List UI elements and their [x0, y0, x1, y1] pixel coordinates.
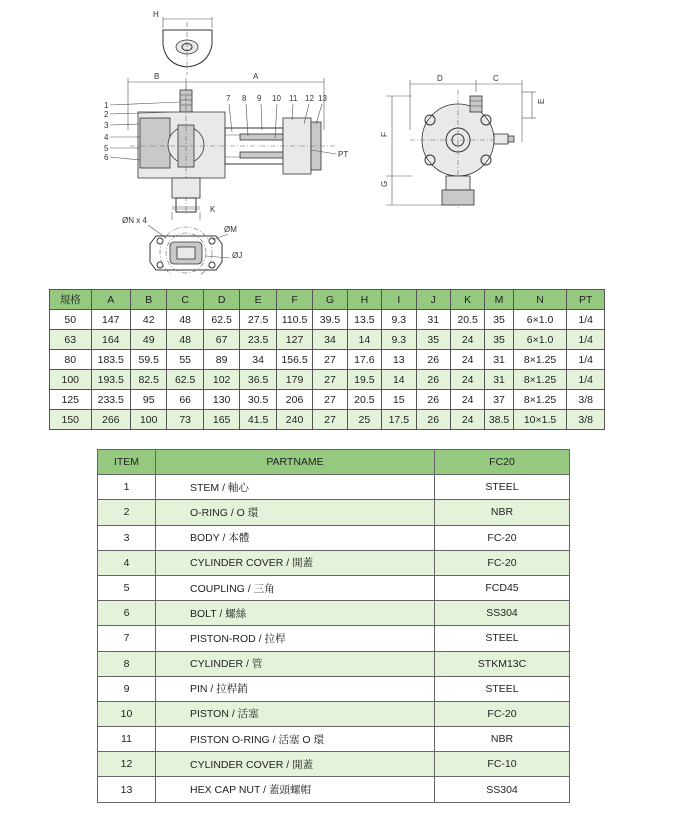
dimension-cell: 3/8: [567, 410, 605, 430]
dimension-cell: 156.5: [276, 350, 312, 370]
dimension-cell: 100: [131, 410, 167, 430]
partname-cell: O-RING / O 環: [156, 500, 435, 525]
dimension-table-body: [50, 310, 605, 430]
dim-D-label: D: [437, 74, 443, 83]
dimension-cell: 24: [450, 410, 484, 430]
dim-C-label: C: [493, 74, 499, 83]
dimension-cell: 67: [203, 330, 239, 350]
dim-B-label: B: [154, 72, 160, 81]
item-number-cell: 7: [98, 626, 156, 651]
dimension-cell: 55: [167, 350, 203, 370]
dim-header: 規格: [50, 290, 92, 310]
dimension-cell: 19.5: [347, 370, 381, 390]
callout-4: 4: [104, 133, 109, 142]
dimension-cell: 26: [416, 410, 450, 430]
item-number-cell: 1: [98, 475, 156, 500]
callout-8: 8: [242, 94, 247, 103]
dimension-table: [49, 289, 605, 430]
item-number-cell: 12: [98, 752, 156, 777]
dimension-cell: 26: [416, 370, 450, 390]
partname-cell: PISTON O-RING / 活塞 O 環: [156, 727, 435, 752]
callout-9: 9: [257, 94, 262, 103]
dim-header: B: [131, 290, 167, 310]
dimension-cell: 31: [485, 370, 513, 390]
parts-row: [98, 575, 570, 600]
parts-row: [98, 500, 570, 525]
dimension-cell: 1/4: [567, 370, 605, 390]
material-cell: STEEL: [435, 475, 570, 500]
material-cell: FC-20: [435, 525, 570, 550]
dimension-cell: 206: [276, 390, 312, 410]
parts-header-material: FC20: [435, 450, 570, 475]
item-number-cell: 2: [98, 500, 156, 525]
dimension-cell: 62.5: [203, 310, 239, 330]
dimension-cell: 23.5: [240, 330, 276, 350]
dim-M-label: ØM: [224, 225, 237, 234]
dimension-cell: 59.5: [131, 350, 167, 370]
callout-12: 12: [305, 94, 314, 103]
dimension-cell: 35: [485, 330, 513, 350]
parts-row: [98, 727, 570, 752]
parts-table: [97, 449, 570, 803]
dimension-cell: 49: [131, 330, 167, 350]
dimension-cell: 1/4: [567, 350, 605, 370]
material-cell: FC-20: [435, 701, 570, 726]
dimension-row: [50, 310, 605, 330]
dimension-row: [50, 330, 605, 350]
parts-row: [98, 525, 570, 550]
parts-row: [98, 752, 570, 777]
dimension-cell: 48: [167, 330, 203, 350]
parts-header-item: ITEM: [98, 450, 156, 475]
dim-header: I: [382, 290, 416, 310]
callout-6: 6: [104, 153, 109, 162]
material-cell: NBR: [435, 500, 570, 525]
dimension-cell: 41.5: [240, 410, 276, 430]
dim-header: H: [347, 290, 381, 310]
size-cell: 63: [50, 330, 92, 350]
size-cell: 50: [50, 310, 92, 330]
partname-cell: PISTON / 活塞: [156, 701, 435, 726]
dim-header: N: [513, 290, 567, 310]
item-number-cell: 6: [98, 601, 156, 626]
dimension-cell: 3/8: [567, 390, 605, 410]
partname-cell: PISTON-ROD / 拉桿: [156, 626, 435, 651]
dimension-cell: 20.5: [347, 390, 381, 410]
dimension-cell: 13.5: [347, 310, 381, 330]
item-number-cell: 11: [98, 727, 156, 752]
dimension-cell: 9.3: [382, 310, 416, 330]
item-number-cell: 9: [98, 676, 156, 701]
dim-K-label: K: [210, 205, 216, 214]
dim-header: C: [167, 290, 203, 310]
dim-header: E: [240, 290, 276, 310]
dimension-cell: 110.5: [276, 310, 312, 330]
item-number-cell: 8: [98, 651, 156, 676]
dimension-cell: 73: [167, 410, 203, 430]
dimension-cell: 15: [382, 390, 416, 410]
dimension-cell: 34: [313, 330, 347, 350]
dimension-cell: 14: [382, 370, 416, 390]
dimension-cell: 25: [347, 410, 381, 430]
partname-cell: BODY / 本體: [156, 525, 435, 550]
parts-row: [98, 475, 570, 500]
callout-5: 5: [104, 144, 109, 153]
dimension-cell: 42: [131, 310, 167, 330]
dimension-cell: 82.5: [131, 370, 167, 390]
partname-cell: CYLINDER / 管: [156, 651, 435, 676]
size-cell: 150: [50, 410, 92, 430]
dimension-cell: 127: [276, 330, 312, 350]
parts-row: [98, 550, 570, 575]
dimension-cell: 31: [485, 350, 513, 370]
dimension-cell: 10×1.5: [513, 410, 567, 430]
dimension-cell: 17.6: [347, 350, 381, 370]
dimension-cell: 240: [276, 410, 312, 430]
dim-header: K: [450, 290, 484, 310]
dimension-cell: 147: [91, 310, 130, 330]
parts-row: [98, 701, 570, 726]
dimension-cell: 8×1.25: [513, 350, 567, 370]
dimension-cell: 35: [485, 310, 513, 330]
dimension-cell: 102: [203, 370, 239, 390]
partname-cell: PIN / 拉桿銷: [156, 676, 435, 701]
size-cell: 100: [50, 370, 92, 390]
dimension-cell: 14: [347, 330, 381, 350]
material-cell: FC-20: [435, 550, 570, 575]
dimension-header-row: [50, 290, 605, 310]
item-number-cell: 5: [98, 575, 156, 600]
flange-view: [122, 216, 242, 275]
dimension-cell: 27: [313, 370, 347, 390]
item-number-cell: 10: [98, 701, 156, 726]
partname-cell: CYLINDER COVER / 開蓋: [156, 550, 435, 575]
callout-10: 10: [272, 94, 281, 103]
dim-N-label: ØN x 4: [122, 216, 147, 225]
dim-header: F: [276, 290, 312, 310]
dimension-cell: 179: [276, 370, 312, 390]
partname-cell: STEM / 軸心: [156, 475, 435, 500]
dimension-cell: 266: [91, 410, 130, 430]
size-cell: 125: [50, 390, 92, 410]
top-view: [153, 10, 212, 75]
material-cell: SS304: [435, 601, 570, 626]
front-view: [104, 72, 348, 220]
dimension-row: [50, 410, 605, 430]
dim-header: M: [485, 290, 513, 310]
dimension-cell: 35: [416, 330, 450, 350]
dim-PT-label: PT: [338, 150, 349, 159]
dimension-cell: 48: [167, 310, 203, 330]
material-cell: STEEL: [435, 626, 570, 651]
dim-header: D: [203, 290, 239, 310]
parts-row: [98, 676, 570, 701]
technical-drawing: [0, 0, 686, 275]
dimension-cell: 24: [450, 330, 484, 350]
dimension-cell: 24: [450, 350, 484, 370]
dimension-cell: 27: [313, 350, 347, 370]
dimension-cell: 1/4: [567, 330, 605, 350]
callout-2: 2: [104, 110, 109, 119]
dimension-cell: 24: [450, 390, 484, 410]
callout-13: 13: [318, 94, 327, 103]
parts-row: [98, 626, 570, 651]
dimension-cell: 89: [203, 350, 239, 370]
dim-A-label: A: [253, 72, 259, 81]
dimension-row: [50, 390, 605, 410]
dimension-cell: 8×1.25: [513, 370, 567, 390]
dimension-cell: 36.5: [240, 370, 276, 390]
dimension-cell: 1/4: [567, 310, 605, 330]
dimension-cell: 183.5: [91, 350, 130, 370]
actuator-drawing-svg: [0, 0, 686, 275]
parts-row: [98, 777, 570, 802]
dimension-cell: 13: [382, 350, 416, 370]
dim-header: A: [91, 290, 130, 310]
dimension-cell: 8×1.25: [513, 390, 567, 410]
partname-cell: COUPLING / 三角: [156, 575, 435, 600]
partname-cell: CYLINDER COVER / 開蓋: [156, 752, 435, 777]
partname-cell: BOLT / 螺絲: [156, 601, 435, 626]
callout-3: 3: [104, 121, 109, 130]
material-cell: FCD45: [435, 575, 570, 600]
dimension-cell: 130: [203, 390, 239, 410]
dim-F-label: F: [380, 132, 389, 137]
callout-1: 1: [104, 101, 109, 110]
dimension-cell: 9.3: [382, 330, 416, 350]
dimension-cell: 95: [131, 390, 167, 410]
dim-G-label: G: [380, 180, 389, 187]
item-number-cell: 3: [98, 525, 156, 550]
material-cell: STEEL: [435, 676, 570, 701]
dimension-cell: 6×1.0: [513, 330, 567, 350]
dimension-cell: 62.5: [167, 370, 203, 390]
parts-header-row: [98, 450, 570, 475]
dimension-cell: 164: [91, 330, 130, 350]
dimension-cell: 165: [203, 410, 239, 430]
dim-header: J: [416, 290, 450, 310]
dimension-cell: 39.5: [313, 310, 347, 330]
partname-cell: HEX CAP NUT / 蓋頭螺帽: [156, 777, 435, 802]
dim-J-label: ØJ: [232, 251, 243, 260]
dimension-cell: 37: [485, 390, 513, 410]
dimension-cell: 26: [416, 350, 450, 370]
dimension-cell: 17.5: [382, 410, 416, 430]
callout-7: 7: [226, 94, 231, 103]
dimension-row: [50, 350, 605, 370]
dimension-cell: 31: [416, 310, 450, 330]
parts-table-body: [98, 475, 570, 802]
dimension-cell: 233.5: [91, 390, 130, 410]
dim-header: PT: [567, 290, 605, 310]
dimension-cell: 38.5: [485, 410, 513, 430]
dim-E-label: E: [537, 98, 546, 104]
dim-header: G: [313, 290, 347, 310]
dimension-cell: 20.5: [450, 310, 484, 330]
side-view: [380, 74, 546, 210]
callout-11: 11: [289, 94, 298, 103]
dimension-cell: 30.5: [240, 390, 276, 410]
material-cell: STKM13C: [435, 651, 570, 676]
material-cell: FC-10: [435, 752, 570, 777]
dimension-cell: 27.5: [240, 310, 276, 330]
item-number-cell: 13: [98, 777, 156, 802]
dimension-cell: 66: [167, 390, 203, 410]
parts-header-partname: PARTNAME: [156, 450, 435, 475]
dimension-cell: 27: [313, 390, 347, 410]
dimension-row: [50, 370, 605, 390]
parts-row: [98, 601, 570, 626]
size-cell: 80: [50, 350, 92, 370]
item-number-cell: 4: [98, 550, 156, 575]
parts-row: [98, 651, 570, 676]
dimension-cell: 24: [450, 370, 484, 390]
material-cell: NBR: [435, 727, 570, 752]
dimension-cell: 26: [416, 390, 450, 410]
material-cell: SS304: [435, 777, 570, 802]
dimension-cell: 34: [240, 350, 276, 370]
dimension-cell: 193.5: [91, 370, 130, 390]
dimension-cell: 6×1.0: [513, 310, 567, 330]
dimension-cell: 27: [313, 410, 347, 430]
dim-H-label: H: [153, 10, 159, 19]
